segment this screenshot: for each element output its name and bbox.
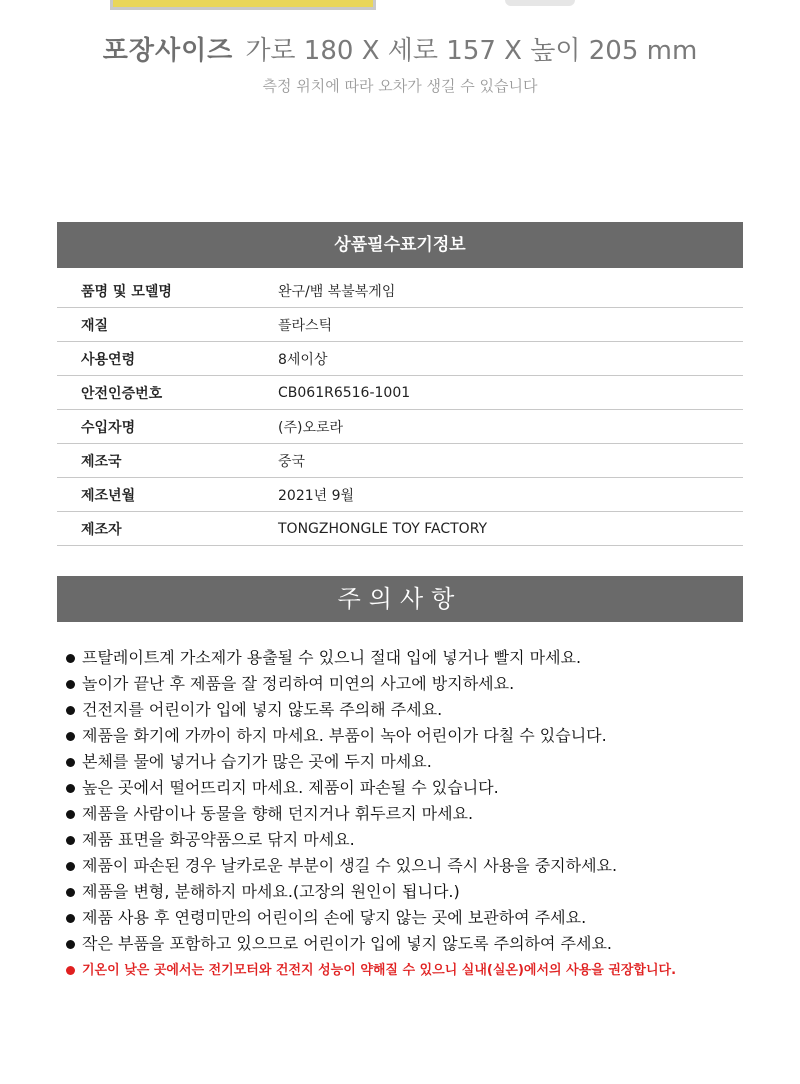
- row-label: 품명 및 모델명: [57, 274, 278, 308]
- table-row: [57, 478, 743, 512]
- list-item: [66, 749, 766, 775]
- product-image-shadow: [505, 0, 575, 6]
- list-item: [66, 801, 766, 827]
- table-row: [57, 376, 743, 410]
- row-label: 제조자: [57, 512, 278, 546]
- product-image-edge: [110, 0, 376, 10]
- bullet-icon: [66, 706, 75, 715]
- bullet-icon: [66, 914, 75, 923]
- product-info-header: 상품필수표기정보: [57, 222, 743, 268]
- caution-text: 제품을 사람이나 동물을 향해 던지거나 휘두르지 마세요.: [82, 804, 474, 823]
- bullet-icon: [66, 732, 75, 741]
- caution-text: 놀이가 끝난 후 제품을 잘 정리하여 미연의 사고에 방지하세요.: [82, 674, 515, 693]
- list-item: [66, 853, 766, 879]
- caution-text: 프탈레이트계 가소제가 용출될 수 있으니 절대 입에 넣거나 빨지 마세요.: [82, 648, 582, 667]
- list-item: [66, 827, 766, 853]
- caution-text: 높은 곳에서 떨어뜨리지 마세요. 제품이 파손될 수 있습니다.: [82, 778, 499, 797]
- list-item: [66, 671, 766, 697]
- bullet-icon: [66, 862, 75, 871]
- list-item: [66, 879, 766, 905]
- bullet-icon: [66, 940, 75, 949]
- table-row: [57, 444, 743, 478]
- bullet-icon: [66, 680, 75, 689]
- package-size-note: 측정 위치에 따라 오차가 생길 수 있습니다: [262, 77, 538, 95]
- row-value: (주)오로라: [278, 410, 743, 444]
- row-value: 중국: [278, 444, 743, 478]
- warning-notice: [66, 959, 676, 983]
- list-item: [66, 723, 766, 749]
- warning-text: 기온이 낮은 곳에서는 전기모터와 건전지 성능이 약해질 수 있으니 실내(실온)에서의 사용을 권장합니다.: [82, 963, 677, 978]
- row-value: TONGZHONGLE TOY FACTORY: [278, 512, 743, 546]
- list-item: [66, 645, 766, 671]
- caution-text: 제품을 화기에 가까이 하지 마세요. 부품이 녹아 어린이가 다칠 수 있습니다.: [82, 726, 607, 745]
- bullet-icon: [66, 758, 75, 767]
- row-label: 재질: [57, 308, 278, 342]
- row-label: 사용연령: [57, 342, 278, 376]
- row-value: 2021년 9월: [278, 478, 743, 512]
- table-row: [57, 410, 743, 444]
- bullet-icon: [66, 784, 75, 793]
- list-item: [66, 697, 766, 723]
- row-value: 8세이상: [278, 342, 743, 376]
- row-value: CB061R6516-1001: [278, 376, 743, 410]
- bullet-icon: [66, 836, 75, 845]
- row-value: 플라스틱: [278, 308, 743, 342]
- caution-text: 제품 사용 후 연령미만의 어린이의 손에 닿지 않는 곳에 보관하여 주세요.: [82, 908, 587, 927]
- package-size-value: 가로 180 X 세로 157 X 높이 205 mm: [245, 36, 698, 66]
- row-value: 완구/뱀 복불복게임: [278, 274, 743, 308]
- row-label: 제조국: [57, 444, 278, 478]
- caution-text: 건전지를 어린이가 입에 넣지 않도록 주의해 주세요.: [82, 700, 443, 719]
- table-row: [57, 342, 743, 376]
- list-item: [66, 931, 766, 957]
- row-label: 수입자명: [57, 410, 278, 444]
- caution-text: 작은 부품을 포함하고 있으므로 어린이가 입에 넣지 않도록 주의하여 주세요.: [82, 934, 612, 953]
- table-row: [57, 512, 743, 546]
- row-label: 안전인증번호: [57, 376, 278, 410]
- table-row: [57, 274, 743, 308]
- bullet-icon: [66, 810, 75, 819]
- row-label: 제조년월: [57, 478, 278, 512]
- caution-text: 제품 표면을 화공약품으로 닦지 마세요.: [82, 830, 355, 849]
- caution-text: 제품을 변형, 분해하지 마세요.(고장의 원인이 됩니다.): [82, 882, 460, 901]
- bullet-icon: [66, 888, 75, 897]
- bullet-icon: [66, 654, 75, 663]
- package-size-label: 포장사이즈: [102, 36, 234, 66]
- product-info-table: [57, 274, 743, 546]
- list-item: [66, 775, 766, 801]
- caution-header: 주의사항: [57, 576, 743, 622]
- caution-list: [66, 645, 766, 957]
- warning-bullet-icon: [66, 966, 75, 975]
- list-item: [66, 905, 766, 931]
- table-row: [57, 308, 743, 342]
- package-size-line: [0, 34, 800, 68]
- caution-text: 본체를 물에 넣거나 습기가 많은 곳에 두지 마세요.: [82, 752, 432, 771]
- caution-text: 제품이 파손된 경우 날카로운 부분이 생길 수 있으니 즉시 사용을 중지하세요.: [82, 856, 618, 875]
